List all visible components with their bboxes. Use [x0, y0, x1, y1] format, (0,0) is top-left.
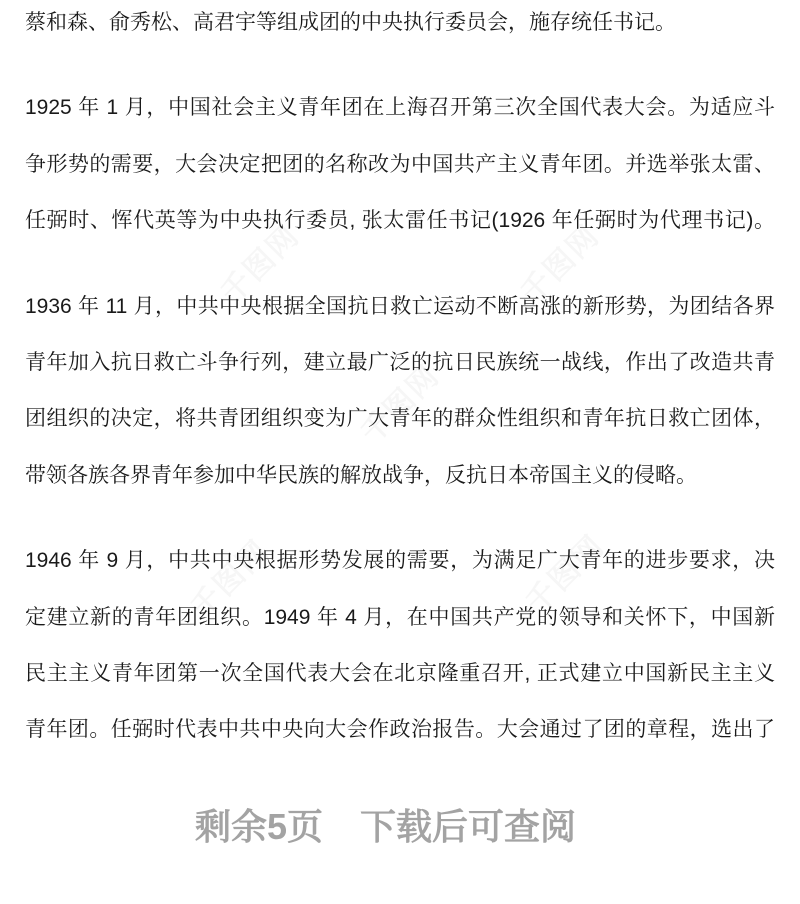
- paragraph: [25, 0, 775, 51]
- text-line: 团组织的决定，将共青团组织变为广大青年的群众性组织和青年抗日救亡团体，: [25, 407, 775, 431]
- text-line: 蔡和森、俞秀松、高君宇等组成团的中央执行委员会，施存统任书记。: [25, 11, 676, 34]
- paragraph: [25, 533, 775, 759]
- text-line: 1925 年 1 月，中国社会主义青年团在上海召开第三次全国代表大会。为适应斗: [25, 96, 775, 120]
- text-line: 1946 年 9 月，中共中央根据形势发展的需要，为满足广大青年的进步要求，决: [25, 549, 775, 573]
- text-line: 1936 年 11 月，中共中央根据全国抗日救亡运动不断高涨的新形势，为团结各界: [25, 294, 775, 318]
- text-line: 带领各族各界青年参加中华民族的解放战争，反抗日本帝国主义的侵略。: [25, 463, 697, 487]
- paragraph: [25, 279, 775, 505]
- text-line: 争形势的需要，大会决定把团的名称改为中国共产主义青年团。并选举张太雷、: [25, 152, 775, 176]
- download-prompt-button[interactable]: [195, 807, 576, 847]
- download-prompt-label: 下载后可查阅: [360, 806, 577, 847]
- text-line: 青年加入抗日救亡斗争行列，建立最广泛的抗日民族统一战线，作出了改造共青: [25, 350, 775, 374]
- text-line: 任弼时、恽代英等为中央执行委员, 张太雷任书记(1926 年任弼时为代理书记)。: [25, 209, 775, 233]
- text-line: 青年团。任弼时代表中共中央向大会作政治报告。大会通过了团的章程，选出了: [25, 718, 775, 742]
- paragraph: [25, 80, 775, 249]
- remaining-pages-label: 剩余5页: [195, 806, 324, 847]
- text-line: 定建立新的青年团组织。1949 年 4 月，在中国共产党的领导和关怀下，中国新: [25, 605, 775, 629]
- text-line: 民主主义青年团第一次全国代表大会在北京隆重召开, 正式建立中国新民主主义: [25, 661, 775, 685]
- document-body: [25, 0, 775, 759]
